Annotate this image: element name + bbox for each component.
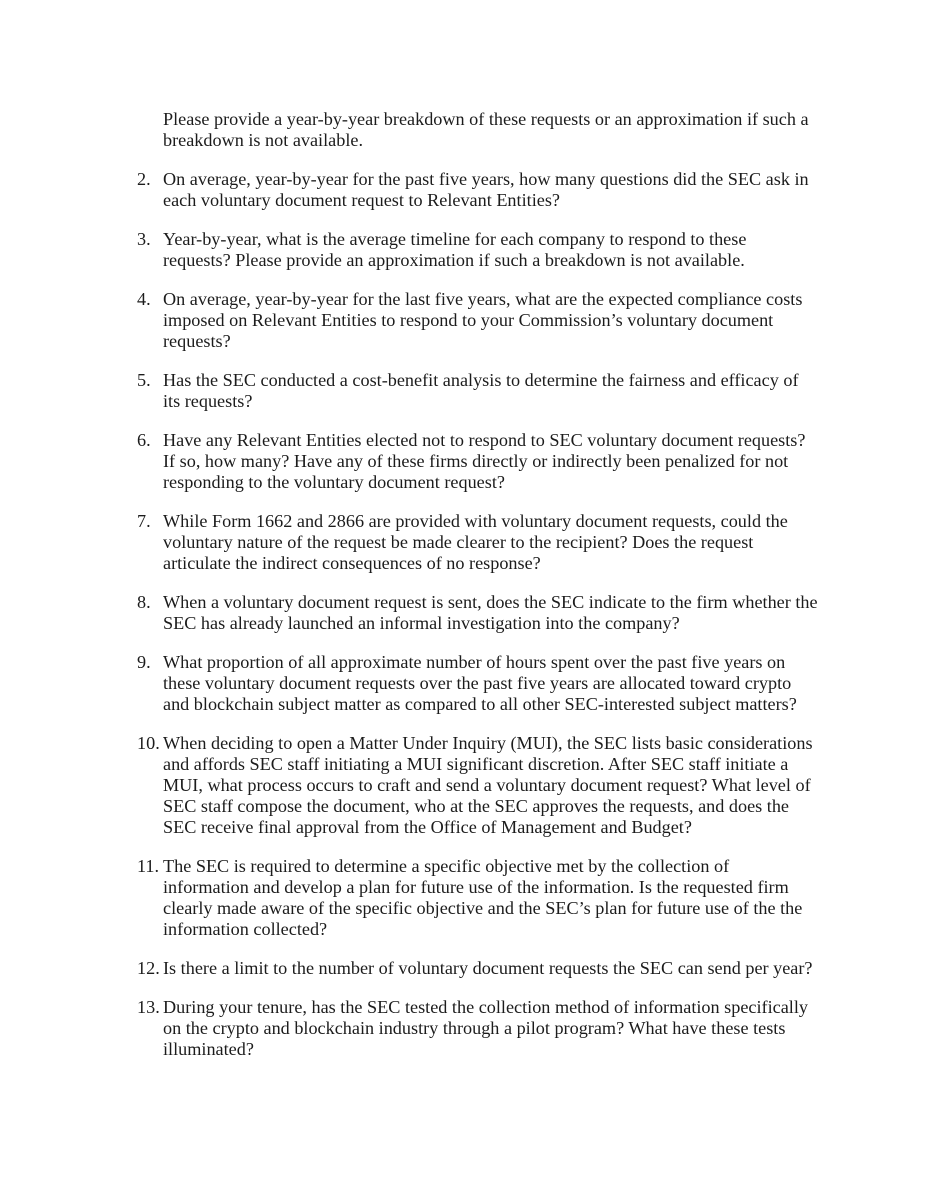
question-item-12 — [137, 958, 818, 979]
question-text: On average, year-by-year for the past five years, how many questions did the SEC ask in each voluntary document request to Relevant Entities? — [163, 169, 809, 210]
question-text: Have any Relevant Entities elected not to respond to SEC voluntary document requests? If so, how many? Have any of these firms directly or indirectly been penalized for not responding to the voluntary document request? — [163, 430, 806, 492]
question-text: During your tenure, has the SEC tested the collection method of information specifically on the crypto and blockchain industry through a pilot program? What have these tests illuminated? — [163, 997, 808, 1059]
question-item-8 — [137, 592, 818, 634]
question-number: 12. — [137, 958, 160, 978]
question-text: What proportion of all approximate number of hours spent over the past five years on these voluntary document requests over the past five years are allocated toward crypto and blockchain subject matter as compared to all other SEC-interested subject matters? — [163, 652, 797, 714]
question-number: 4. — [137, 289, 151, 309]
question-item-2 — [137, 169, 818, 211]
question-text: Has the SEC conducted a cost-benefit analysis to determine the fairness and efficacy of its requests? — [163, 370, 799, 411]
question-item-3 — [137, 229, 818, 271]
question-text: Year-by-year, what is the average timeline for each company to respond to these requests? Please provide an approximation if such a breakdown is not available. — [163, 229, 747, 270]
question-item-9 — [137, 652, 818, 715]
question-text: When a voluntary document request is sent, does the SEC indicate to the firm whether the SEC has already launched an informal investigation into the company? — [163, 592, 818, 633]
question-number: 8. — [137, 592, 151, 612]
question-number: 9. — [137, 652, 151, 672]
question-number: 5. — [137, 370, 151, 390]
question-text: While Form 1662 and 2866 are provided with voluntary document requests, could the voluntary nature of the request be made clearer to the recipient? Does the request articulate the indirect consequences of no response? — [163, 511, 788, 573]
question-number: 6. — [137, 430, 151, 450]
paragraph-continuation: Please provide a year-by-year breakdown of these requests or an approximation if such a breakdown is not available. — [163, 109, 809, 150]
question-number: 3. — [137, 229, 151, 249]
question-item-11 — [137, 856, 818, 940]
question-number: 10. — [137, 733, 160, 753]
question-item-6 — [137, 430, 818, 493]
question-item-10 — [137, 733, 818, 838]
question-item-7 — [137, 511, 818, 574]
question-number: 13. — [137, 997, 160, 1017]
question-number: 7. — [137, 511, 151, 531]
question-item-13 — [137, 997, 818, 1060]
question-number: 11. — [137, 856, 160, 876]
question-text: On average, year-by-year for the last five years, what are the expected compliance costs imposed on Relevant Entities to respond to your Commission’s voluntary document requests? — [163, 289, 803, 351]
question-text: When deciding to open a Matter Under Inquiry (MUI), the SEC lists basic considerations and affords SEC staff initiating a MUI significant discretion. After SEC staff initiate a MUI, what process occurs to craft and send a voluntary document request? What level of SEC staff compose the document, who at the SEC approves the requests, and does the SEC receive final approval from the Office of Management and Budget? — [163, 733, 813, 837]
question-item-5 — [137, 370, 818, 412]
question-item-4 — [137, 289, 818, 352]
question-text: Is there a limit to the number of voluntary document requests the SEC can send per year? — [163, 958, 813, 978]
question-text: The SEC is required to determine a specific objective met by the collection of information and develop a plan for future use of the information. Is the requested firm clearly made aware of the specific objective and the SEC’s plan for future use of the the information collected? — [163, 856, 803, 939]
question-list — [137, 169, 818, 1060]
question-number: 2. — [137, 169, 151, 189]
